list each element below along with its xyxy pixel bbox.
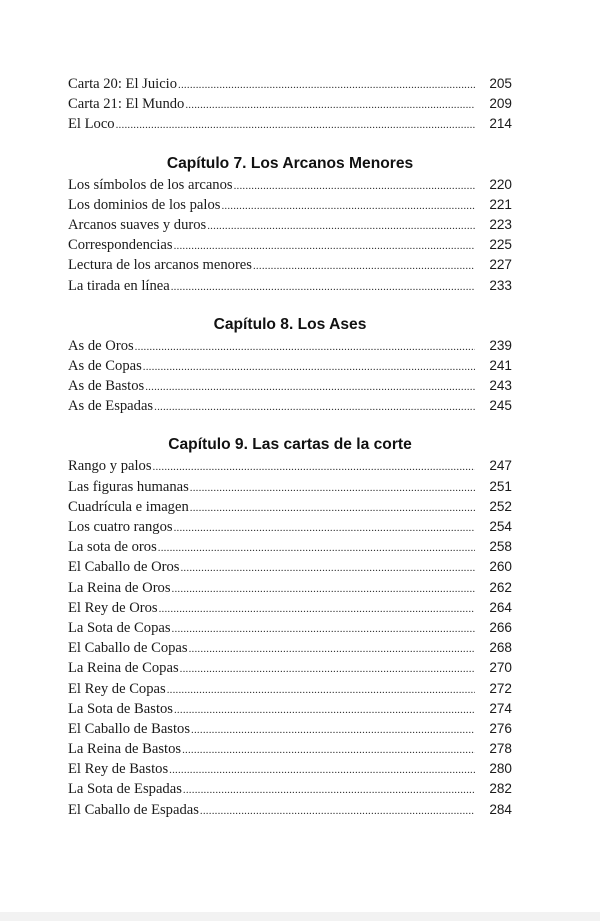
toc-entry-page: 268 (489, 640, 512, 656)
toc-entry[interactable] (68, 719, 512, 739)
page-bottom-edge (0, 912, 600, 921)
toc-entry-page: 214 (489, 116, 512, 132)
toc-entry-page: 274 (489, 700, 512, 716)
toc-entry[interactable] (68, 739, 512, 759)
toc-entry-page: 239 (489, 337, 512, 353)
toc-entry-page: 270 (489, 660, 512, 676)
toc-entry-title: La sota de oros (68, 539, 157, 556)
toc-entry-title: El Rey de Oros (68, 599, 158, 616)
toc-entry-page: 276 (489, 720, 512, 736)
toc-entry-page: 260 (489, 559, 512, 575)
toc-entry-title: El Caballo de Bastos (68, 720, 191, 737)
toc-entry-page: 223 (489, 216, 512, 232)
toc-entry-title: Arcanos suaves y duros (68, 216, 207, 233)
dot-leader (234, 176, 475, 196)
dot-leader (174, 236, 475, 256)
toc-entry[interactable] (68, 255, 512, 275)
toc-entry-page: 233 (489, 277, 512, 293)
toc-entry[interactable] (68, 356, 512, 376)
dot-leader (178, 75, 475, 95)
toc-entry[interactable] (68, 759, 512, 779)
toc-entry[interactable] (68, 578, 512, 598)
chapter-heading[interactable]: Capítulo 8. Los Ases (213, 315, 367, 333)
toc-entry[interactable] (68, 336, 512, 356)
toc-entry-title: La tirada en línea (68, 277, 170, 294)
dot-leader (174, 700, 475, 720)
toc-entry-page: 209 (489, 96, 512, 112)
toc-entry-page: 252 (489, 498, 512, 514)
toc-section (68, 434, 512, 819)
toc-entry-page: 241 (489, 357, 512, 373)
toc-entry-title: Rango y palos (68, 458, 152, 475)
chapter-heading[interactable]: Capítulo 9. Las cartas de la corte (168, 436, 412, 454)
toc-entry[interactable] (68, 497, 512, 517)
toc-entry-page: 221 (489, 196, 512, 212)
toc-entry[interactable] (68, 517, 512, 537)
dot-leader (221, 196, 475, 216)
toc-entry[interactable] (68, 699, 512, 719)
toc-entry-title: Los cuatro rangos (68, 519, 173, 535)
toc-entry-page: 247 (489, 458, 512, 474)
toc-entry-page: 266 (489, 619, 512, 635)
toc-entry-page: 254 (489, 519, 512, 534)
toc-entry[interactable] (68, 456, 512, 476)
toc-entry-title: El Caballo de Copas (68, 640, 188, 657)
toc-entry-title: Lectura de los arcanos menores (68, 257, 252, 274)
toc-entry-title: El Rey de Bastos (68, 761, 169, 778)
dot-leader (182, 740, 475, 760)
chapter-heading[interactable]: Capítulo 7. Los Arcanos Menores (166, 154, 414, 172)
toc-entry-title: Las figuras humanas (68, 478, 189, 495)
dot-leader (189, 639, 475, 659)
toc-entry-title: La Sota de Copas (68, 619, 171, 636)
toc-entry[interactable] (68, 679, 512, 699)
toc-entry-page: 225 (489, 237, 512, 253)
dot-leader (200, 801, 475, 821)
toc-entry[interactable] (68, 800, 512, 820)
toc-entry-title: Los dominios de los palos (68, 196, 221, 213)
toc-entry-title: Carta 20: El Juicio (68, 76, 178, 92)
toc-entry-title: Carta 21: El Mundo (68, 96, 185, 113)
dot-leader (135, 337, 475, 357)
section-gap (68, 135, 512, 153)
toc-entry-page: 284 (489, 801, 512, 817)
dot-leader (180, 659, 475, 679)
section-gap (68, 296, 512, 314)
dot-leader (116, 115, 475, 135)
dot-leader (174, 518, 475, 538)
toc-entry-title: As de Espadas (68, 398, 154, 415)
toc-entry-page: 282 (489, 781, 512, 797)
dot-leader (172, 579, 475, 599)
toc-entry-title: El Caballo de Espadas (68, 801, 199, 818)
toc-entry-title: As de Copas (68, 357, 142, 374)
dot-leader (169, 760, 475, 780)
toc-entry[interactable] (68, 638, 512, 658)
toc-entry-page: 262 (489, 579, 512, 595)
toc-entry-title: La Reina de Bastos (68, 741, 182, 758)
toc-entry[interactable] (68, 276, 512, 296)
dot-leader (158, 538, 475, 558)
dot-leader (159, 599, 475, 619)
dot-leader (167, 680, 475, 700)
toc-entry-page: 280 (489, 761, 512, 777)
toc-entry-title: Correspondencias (68, 237, 173, 254)
dot-leader (154, 397, 475, 417)
section-gap (68, 416, 512, 434)
toc-entry-title: El Loco (68, 116, 115, 133)
toc-entry-title: La Reina de Copas (68, 660, 179, 677)
dot-leader (183, 780, 475, 800)
toc-entry[interactable] (68, 557, 512, 577)
toc-entry-page: 243 (489, 378, 512, 394)
toc-entry-page: 245 (489, 398, 512, 414)
toc-entry[interactable] (68, 175, 512, 195)
toc-entry[interactable] (68, 215, 512, 235)
toc-entry[interactable] (68, 376, 512, 396)
dot-leader (185, 95, 475, 115)
dot-leader (253, 256, 475, 276)
toc-entry[interactable] (68, 94, 512, 114)
toc-entry-title: El Caballo de Oros (68, 559, 180, 576)
toc-entry-title: Los símbolos de los arcanos (68, 176, 233, 193)
toc-entry[interactable] (68, 658, 512, 678)
toc-entry-title: Cuadrícula e imagen (68, 498, 189, 515)
toc-entry-page: 227 (489, 257, 512, 273)
toc-section (68, 74, 512, 135)
toc-entry[interactable] (68, 477, 512, 497)
toc-entry[interactable] (68, 396, 512, 416)
toc-entry-page: 264 (489, 599, 512, 615)
toc-section (68, 314, 512, 417)
dot-leader (180, 558, 475, 578)
toc-entry-page: 258 (489, 539, 512, 555)
toc-entry[interactable] (68, 195, 512, 215)
toc-entry[interactable] (68, 598, 512, 618)
table-of-contents (68, 74, 512, 820)
toc-section (68, 153, 512, 296)
toc-entry-title: As de Bastos (68, 378, 145, 395)
dot-leader (190, 498, 475, 518)
dot-leader (190, 478, 475, 498)
toc-entry-title: As de Oros (68, 337, 134, 354)
toc-entry-page: 205 (489, 76, 512, 91)
toc-entry-page: 272 (489, 680, 512, 696)
dot-leader (207, 216, 475, 236)
toc-entry[interactable] (68, 537, 512, 557)
dot-leader (143, 357, 475, 377)
dot-leader (172, 619, 475, 639)
toc-entry-page: 278 (489, 741, 512, 757)
toc-entry[interactable] (68, 618, 512, 638)
toc-entry-page: 220 (489, 176, 512, 192)
dot-leader (171, 277, 475, 297)
dot-leader (153, 457, 475, 477)
toc-entry-title: La Sota de Bastos (68, 700, 173, 717)
toc-entry-page: 251 (489, 478, 512, 494)
dot-leader (145, 377, 475, 397)
dot-leader (191, 720, 475, 740)
toc-entry[interactable] (68, 114, 512, 134)
toc-entry-title: La Sota de Espadas (68, 781, 182, 798)
toc-entry-title: La Reina de Oros (68, 579, 171, 596)
toc-entry-title: El Rey de Copas (68, 680, 166, 697)
toc-entry[interactable] (68, 779, 512, 799)
toc-entry[interactable] (68, 235, 512, 255)
toc-entry[interactable] (68, 74, 512, 94)
